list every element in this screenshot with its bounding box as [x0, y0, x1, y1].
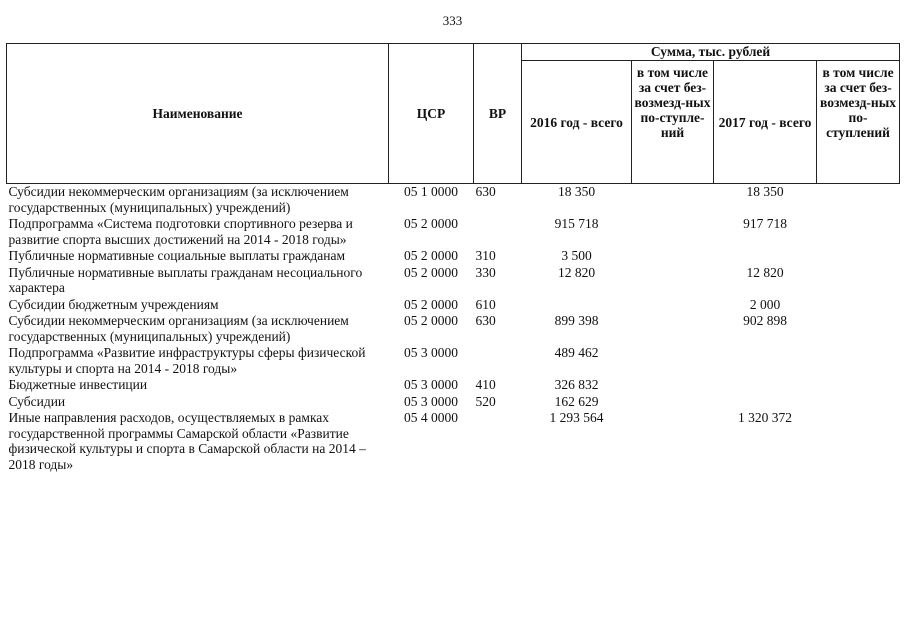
table-row — [7, 184, 900, 217]
row-2017-total: 12 820 — [746, 264, 784, 280]
row-2017-gratuitous — [817, 313, 900, 345]
row-2017-total — [714, 394, 817, 411]
row-csr: 05 2 0000 — [404, 248, 458, 263]
row-2017-total: 917 718 — [743, 216, 787, 231]
row-csr: 05 2 0000 — [404, 216, 458, 231]
row-2016-gratuitous — [632, 248, 714, 265]
row-2017-gratuitous — [817, 377, 900, 394]
row-2016-gratuitous — [632, 216, 714, 248]
row-2016-gratuitous — [632, 265, 714, 297]
row-name: Публичные нормативные выплаты гражданам несоциального характера — [8, 264, 363, 295]
row-csr: 05 2 0000 — [404, 264, 458, 280]
row-2017-gratuitous — [817, 184, 900, 217]
row-2016-gratuitous — [632, 345, 714, 377]
row-2016-gratuitous — [632, 184, 714, 217]
table-row — [7, 248, 900, 265]
row-2016-total: 162 629 — [554, 393, 599, 409]
row-vr — [474, 345, 522, 377]
row-2017-total: 902 898 — [743, 313, 787, 328]
row-csr: 05 3 0000 — [404, 377, 458, 392]
row-2016-total: 326 832 — [554, 377, 599, 392]
row-2017-total — [714, 248, 817, 265]
row-name: Субсидии некоммерческим организациям (за исключением государственных (муниципальных) учреждений) — [8, 184, 349, 215]
table-header — [7, 44, 900, 184]
table-row — [7, 265, 900, 297]
row-2017-gratuitous — [817, 410, 900, 473]
row-vr: 610 — [475, 296, 496, 312]
row-name: Субсидии — [8, 393, 66, 409]
header-2016-gratuitous: в том числе за счет без-возмезд-ных по-ступле-ний — [632, 61, 714, 184]
row-vr: 630 — [475, 184, 496, 199]
row-vr — [474, 216, 522, 248]
row-name: Иные направления расходов, осуществляемых в рамках государственной программы Самарской области «Развитие физической культуры и спорта в Самарской области на 2014 – 2018 годы» — [8, 410, 366, 472]
header-name: Наименование — [7, 44, 389, 184]
row-2016-total: 3 500 — [561, 248, 592, 263]
page-number: 333 — [442, 13, 463, 28]
row-vr — [474, 410, 522, 473]
row-2017-gratuitous — [817, 216, 900, 248]
table-row — [7, 377, 900, 394]
table-row — [7, 297, 900, 314]
row-csr: 05 4 0000 — [404, 410, 458, 425]
budget-table — [6, 43, 900, 473]
table-row — [7, 394, 900, 411]
row-2016-total: 1 293 564 — [549, 410, 604, 425]
row-vr: 310 — [475, 248, 496, 263]
row-2016-gratuitous — [632, 394, 714, 411]
row-2017-total: 2 000 — [749, 296, 781, 312]
row-2017-gratuitous — [817, 297, 900, 314]
row-csr: 05 2 0000 — [404, 296, 458, 312]
table-row — [7, 216, 900, 248]
row-2016-total — [522, 297, 632, 314]
row-csr: 05 1 0000 — [404, 184, 458, 199]
row-name: Публичные нормативные социальные выплаты гражданам — [8, 248, 346, 263]
row-vr: 630 — [475, 313, 496, 328]
row-2017-gratuitous — [817, 394, 900, 411]
header-vr: ВР — [474, 44, 522, 184]
row-csr: 05 3 0000 — [404, 345, 458, 360]
row-vr: 330 — [475, 264, 496, 280]
row-2016-gratuitous — [632, 297, 714, 314]
row-2016-total: 915 718 — [554, 216, 599, 231]
row-2016-total: 18 350 — [557, 184, 596, 199]
table-row — [7, 313, 900, 345]
header-2017-gratuitous: в том числе за счет без-возмезд-ных по-ступлений — [817, 61, 900, 184]
row-2016-total: 12 820 — [557, 264, 596, 280]
row-csr: 05 2 0000 — [404, 313, 458, 328]
row-2017-gratuitous — [817, 345, 900, 377]
table-row — [7, 410, 900, 473]
row-2017-total — [714, 377, 817, 394]
row-2016-total: 489 462 — [554, 345, 599, 360]
row-vr: 410 — [475, 377, 496, 392]
row-2017-gratuitous — [817, 248, 900, 265]
header-2016-total: 2016 год - всего — [522, 61, 632, 184]
header-sum-group: Сумма, тыс. рублей — [522, 44, 900, 61]
row-2017-gratuitous — [817, 265, 900, 297]
row-name: Подпрограмма «Система подготовки спортивного резерва и развитие спорта высших достижений на 2014 - 2018 годы» — [8, 216, 353, 247]
row-name: Субсидии бюджетным учреждениям — [8, 296, 219, 312]
row-name: Субсидии некоммерческим организациям (за исключением государственных (муниципальных) учреждений) — [8, 313, 349, 344]
table-row — [7, 345, 900, 377]
row-2017-total — [714, 345, 817, 377]
header-2017-total: 2017 год - всего — [714, 61, 817, 184]
row-2016-gratuitous — [632, 377, 714, 394]
row-2017-total: 18 350 — [746, 184, 784, 199]
table-body — [7, 184, 900, 474]
row-2016-gratuitous — [632, 313, 714, 345]
row-name: Подпрограмма «Развитие инфраструктуры сферы физической культуры и спорта на 2014 - 2018 годы» — [8, 345, 366, 376]
row-2016-gratuitous — [632, 410, 714, 473]
row-csr: 05 3 0000 — [404, 393, 458, 409]
row-vr: 520 — [475, 393, 496, 409]
row-2017-total: 1 320 372 — [738, 410, 792, 425]
row-2016-total: 899 398 — [554, 313, 599, 328]
header-csr: ЦСР — [389, 44, 474, 184]
row-name: Бюджетные инвестиции — [8, 377, 148, 392]
